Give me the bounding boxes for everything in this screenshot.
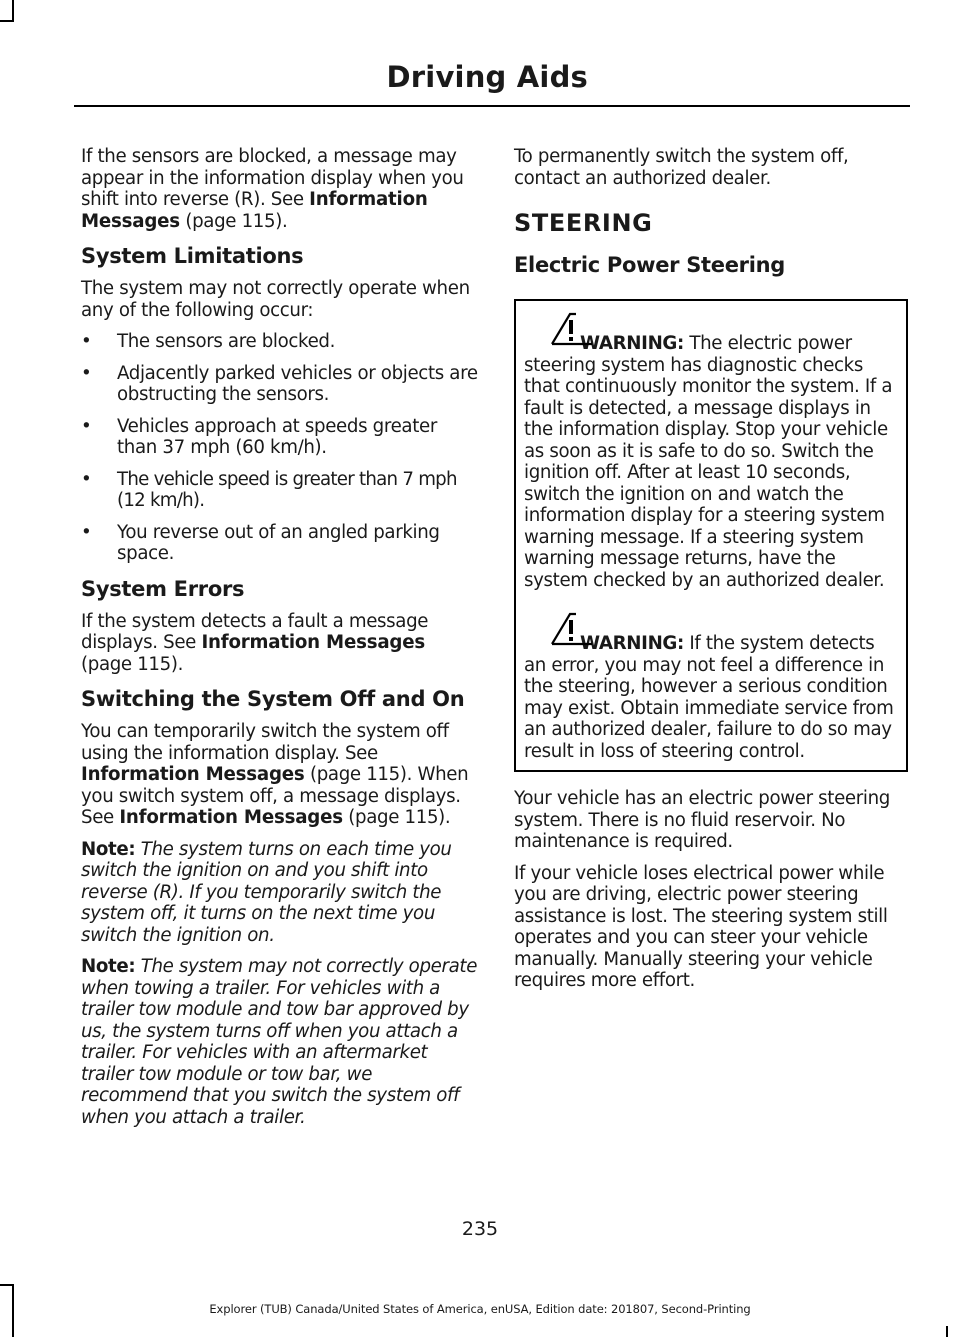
note-ignition [81,839,479,947]
list-item [81,522,479,565]
warning-text: If the system detects an error, you may not feel a difference in the steering, however a serious condition may exist. Obtain immediate service from an authorized dealer, failure to do so may result in loss of steering control. [524,633,894,762]
bullet-icon: • [81,468,91,490]
errors-paragraph [81,611,479,676]
eps-description: Your vehicle has an electric power steering system. There is no fluid reservoir. No maintenance is required. [514,788,890,852]
text: You can temporarily switch the system off using the information display. See [81,721,449,764]
note-text: The system may not correctly operate when towing a trailer. For vehicles with a trailer tow module and tow bar approved by us, the system turns off when you attach a trailer. For vehicles with an aftermarket trailer tow module or tow bar, we recommend that you switch the system off when you attach a trailer. [81,956,478,1128]
heading-steering: STEERING [514,209,653,237]
list-item-text: Adjacently parked vehicles or objects are obstructing the sensors. [117,362,478,405]
crop-mark-top-left [12,0,14,20]
crop-mark-top-left-h [0,20,14,22]
warning-box [514,299,908,772]
bullet-icon: • [81,521,92,543]
footer-edition: Explorer (TUB) Canada/United States of America, enUSA, Edition date: 201807, Second-Printing [209,1302,751,1316]
bullet-icon: • [81,415,92,437]
text: (page 115). When you switch system off, a message displays. See [81,764,469,828]
warning-triangle-icon [548,611,596,647]
switching-paragraph [81,721,479,829]
heading-system-limitations: System Limitations [81,244,304,268]
header-divider [74,105,910,107]
xref-information-messages[interactable]: Information Messages [81,764,305,785]
page-title: Driving Aids [386,60,588,94]
eps-power-loss: If your vehicle loses electrical power while you are driving, electric power steering assistance is lost. The steering system still operates and you can steer your vehicle manually. Manually steering your vehicle requires more effort. [514,862,888,991]
note-trailer [81,956,479,1128]
list-item [81,416,479,459]
bullet-icon: • [81,362,92,384]
heading-system-errors: System Errors [81,576,245,601]
xref-information-messages[interactable]: Information Messages [81,189,428,232]
heading-switching-system: Switching the System Off and On [81,687,465,711]
limitations-list [81,331,479,565]
list-item-text: The vehicle speed is greater than 7 mph (12 km/h). [117,468,457,511]
xref-information-messages[interactable]: Information Messages [201,632,425,653]
heading-electric-power-steering: Electric Power Steering [514,253,786,277]
warning-label: WARNING: [580,633,684,654]
note-label: Note: [81,956,136,977]
text: (page 115). [342,807,451,828]
limitations-intro: The system may not correctly operate when any of the following occur: [81,278,470,321]
list-item-text: You reverse out of an angled parking space. [117,521,440,564]
text: (page 115). [81,653,184,675]
bullet-icon: • [81,331,92,352]
sensor-blocked-paragraph [81,146,479,232]
list-item [81,331,479,353]
text: If the system detects a fault a message displays. See [81,610,429,653]
warning-diagnostic [524,309,898,591]
list-item-text: The sensors are blocked. [117,331,336,352]
note-label: Note: [81,838,136,860]
text: (page 115). [179,210,288,232]
crop-mark-bottom-right [946,1326,948,1337]
warning-text: The electric power steering system has diagnostic checks that continuously monitor the system. If a fault is detected, a message displays in the information display. Stop your vehicle as soon as it is safe to do so. Switch the ignition off. After at least 10 seconds, switch the ignition on and watch the information display for a steering system warning message. If a steering system warning message returns, have the system checked by an authorized dealer. [524,333,893,591]
crop-mark-bottom-left-h [0,1284,14,1286]
warning-triangle-icon [548,311,596,347]
permanent-off-paragraph: To permanently switch the system off, contact an authorized dealer. [514,146,849,189]
right-column [514,146,908,1002]
page-number: 235 [461,1218,499,1240]
list-item-text: Vehicles approach at speeds greater than 37 mph (60 km/h). [117,415,437,458]
note-text: The system turns on each time you switch the ignition on and you shift into reverse (R). If you temporarily switch the system off, it turns on the next time you switch the ignition on. [81,838,452,946]
xref-information-messages[interactable]: Information Messages [119,807,343,828]
list-item [81,363,479,406]
left-column [81,146,479,1138]
text: If the sensors are blocked, a message may appear in the information display when you shift into reverse (R). See [81,146,464,210]
warning-label: WARNING: [580,333,684,354]
list-item [81,469,479,512]
warning-steering-error [524,609,898,762]
